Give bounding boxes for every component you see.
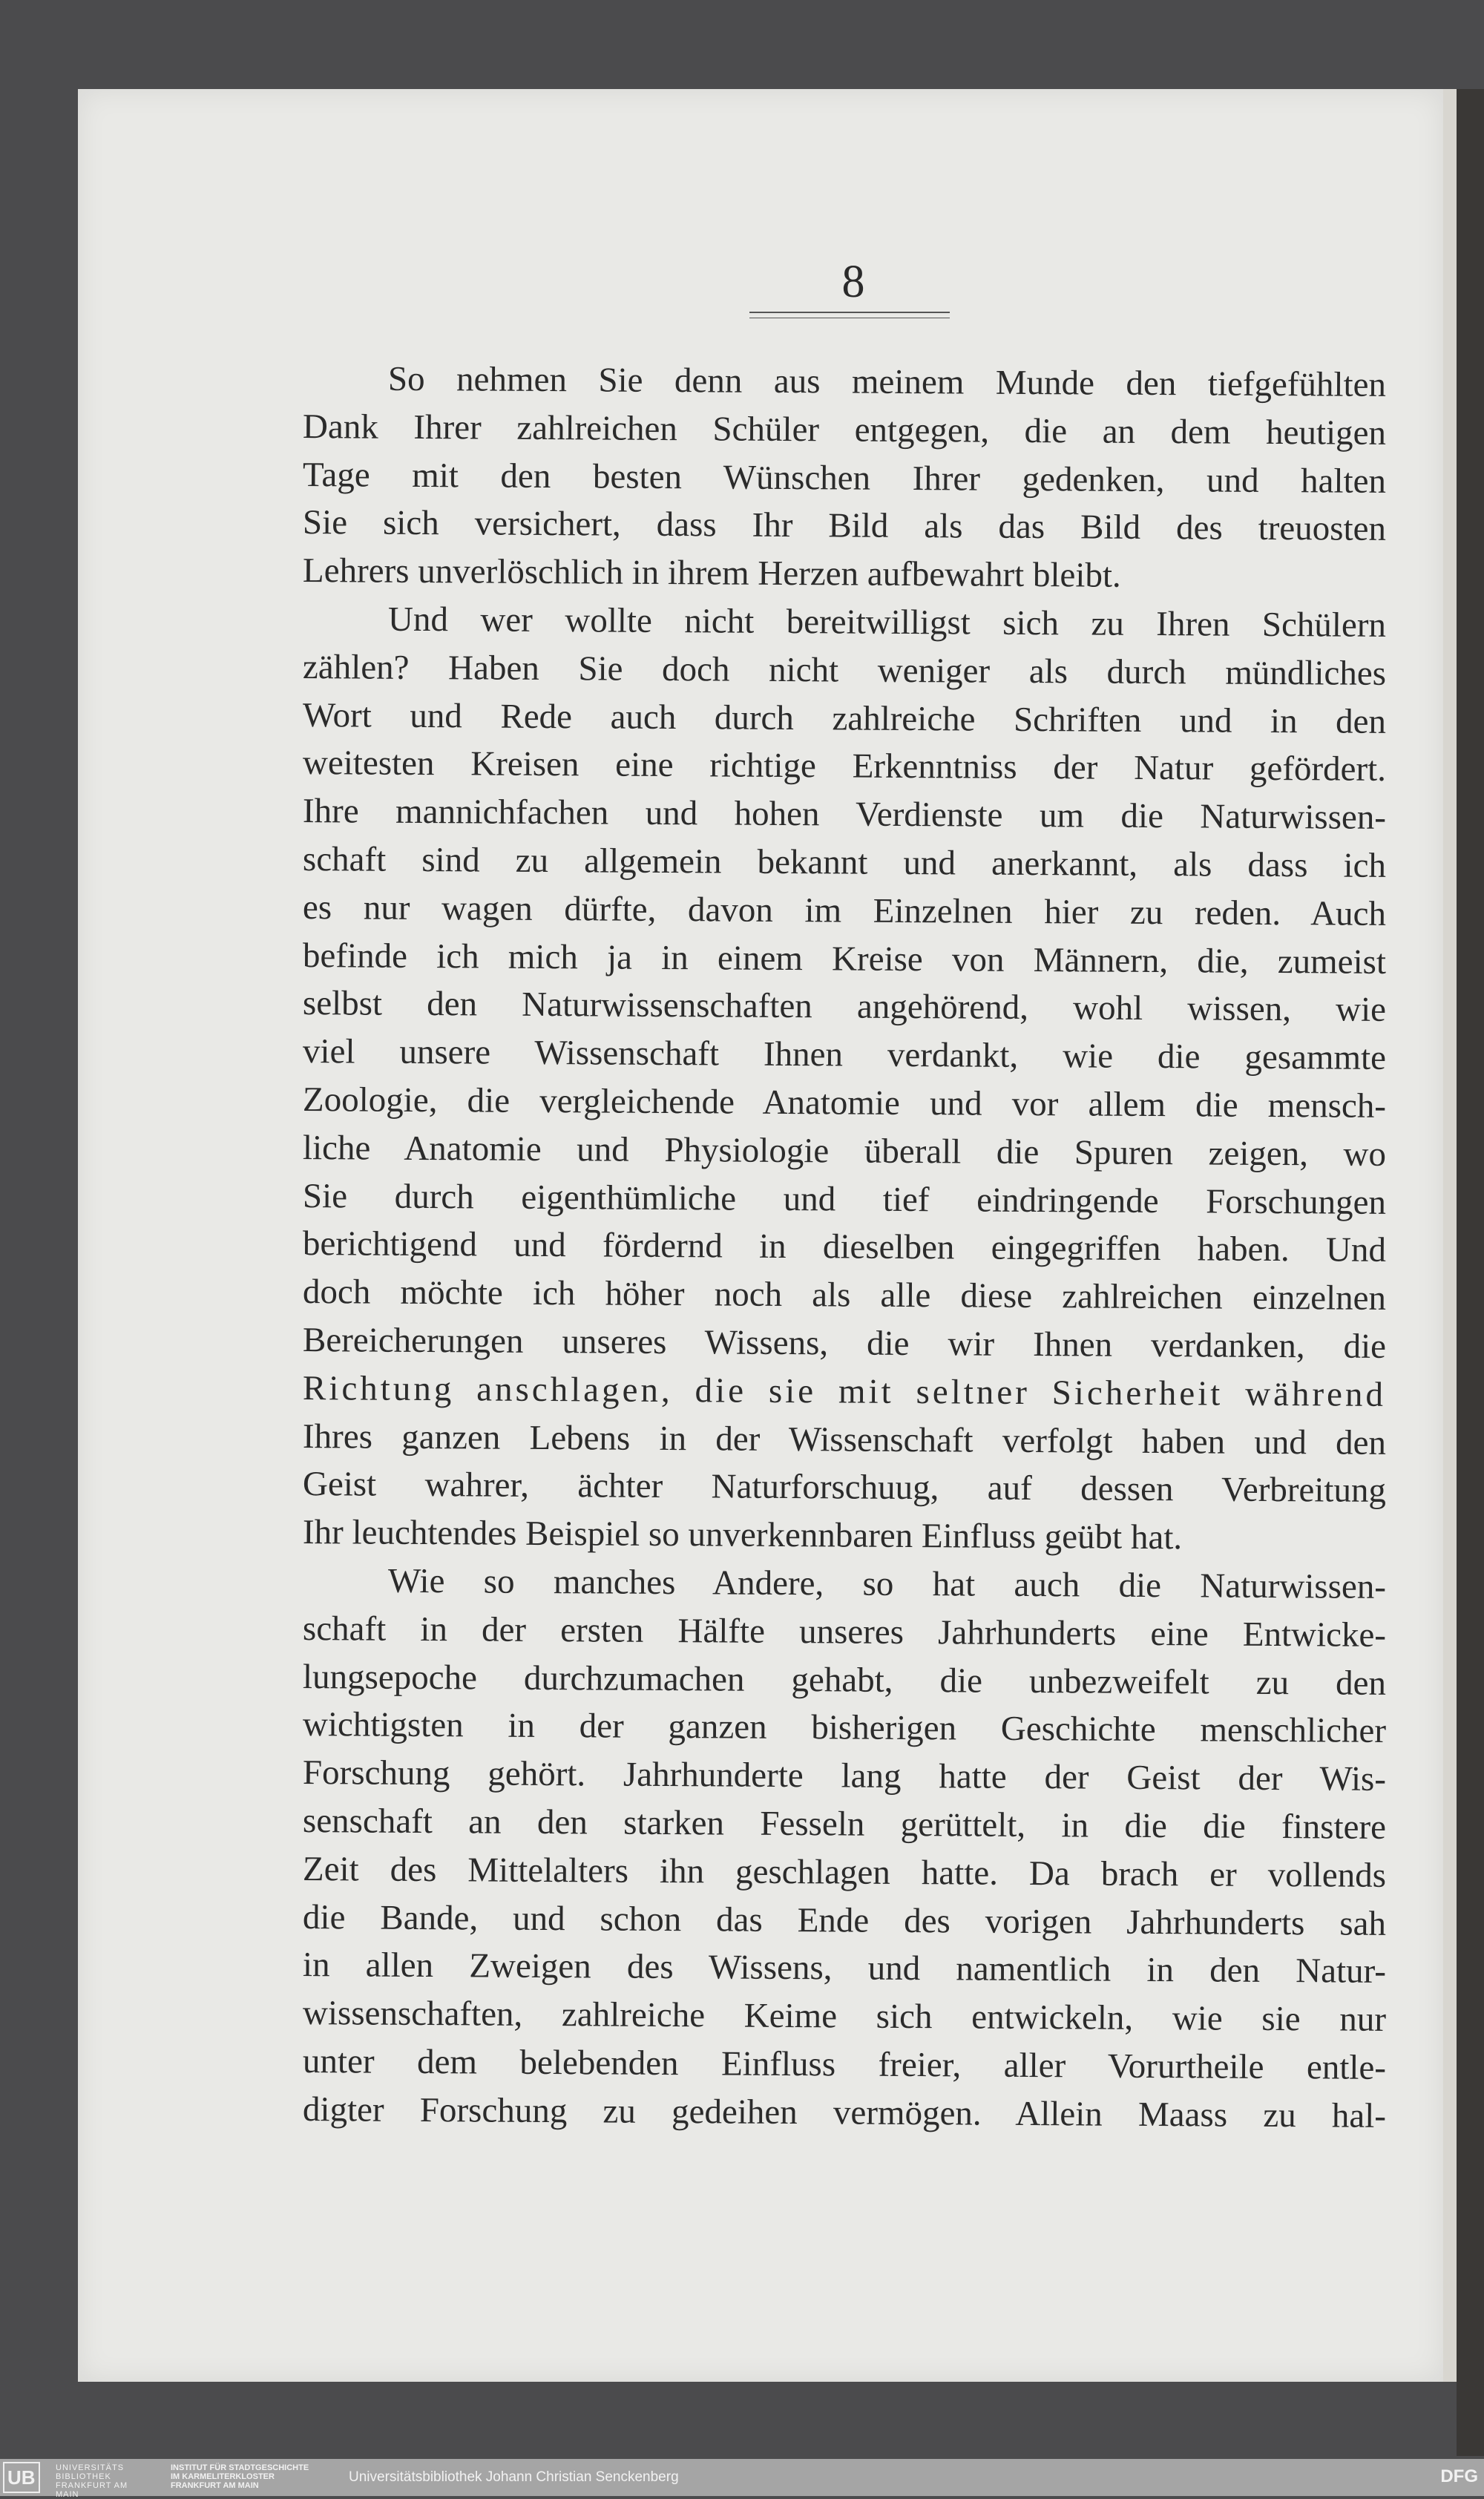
text-line: Ihre mannichfachen und hohen Verdienste um die Naturwissen- — [302, 792, 1387, 838]
text-line: doch möchte ich höher noch als alle diese zahlreichen einzelnen — [302, 1273, 1387, 1319]
dfg-logo[interactable]: DFG — [1440, 2466, 1478, 2486]
footer-bar — [0, 2459, 1484, 2499]
text-line: selbst den Naturwissenschaften angehörend, wohl wissen, wie — [302, 984, 1387, 1030]
text-line: Sie sich versichert, dass Ihr Bild als das Bild des treuosten — [302, 503, 1387, 549]
text-line: Zoologie, die vergleichende Anatomie und vor allem die mensch- — [302, 1080, 1387, 1126]
text-line: digter Forschung zu gedeihen vermögen. Allein Maass zu hal- — [302, 2089, 1387, 2135]
header-rule — [749, 312, 950, 313]
text-line: Sie durch eigenthümliche und tief eindringende Forschungen — [302, 1176, 1387, 1222]
text-line: Ihres ganzen Lebens in der Wissenschaft verfolgt haben und den — [302, 1416, 1387, 1462]
text-line: zählen? Haben Sie doch nicht weniger als durch mündliches — [302, 647, 1387, 693]
page-edge — [1443, 89, 1457, 2382]
text-line: Tage mit den besten Wünschen Ihrer gedenken, und halten — [302, 455, 1387, 501]
text-line: es nur wagen dürfte, davon im Einzelnen hier zu reden. Auch — [302, 887, 1387, 933]
next-page-edge — [1457, 89, 1484, 2456]
page-number: 8 — [841, 257, 865, 307]
text-line: unter dem belebenden Einfluss freier, aller Vorurtheile entle- — [302, 2041, 1387, 2087]
text-line: Geist wahrer, ächter Naturforschuug, auf dessen Verbreitung — [302, 1465, 1387, 1511]
text-line: wichtigsten in der ganzen bisherigen Geschichte menschlicher — [302, 1705, 1387, 1751]
text-line: berichtigend und fördernd in dieselben eingegriffen haben. Und — [302, 1224, 1387, 1270]
text-line: Lehrers unverlöschlich in ihrem Herzen aufbewahrt bleibt. — [302, 551, 1121, 595]
text-line: schaft in der ersten Hälfte unseres Jahrhunderts eine Entwicke- — [302, 1609, 1387, 1655]
isg-logo[interactable]: INSTITUT FÜR STADTGESCHICHTE IM KARMELITERKLOSTER FRANKFURT AM MAIN — [171, 2463, 309, 2490]
text-line: Richtung anschlagen, die sie mit seltner Sicherheit während — [302, 1368, 1387, 1414]
text-line: liche Anatomie und Physiologie überall die Spuren zeigen, wo — [302, 1128, 1387, 1174]
text-line: wissenschaften, zahlreiche Keime sich entwickeln, wie sie nur — [302, 1994, 1387, 2040]
text-line: Forschung gehört. Jahrhunderte lang hatte der Geist der Wis- — [302, 1753, 1387, 1799]
ub-logo-text: UNIVERSITÄTS BIBLIOTHEK FRANKFURT AM MAIN — [56, 2463, 128, 2499]
text-line: Dank Ihrer zahlreichen Schüler entgegen, die an dem heutigen — [302, 407, 1387, 453]
text-line: Und wer wollte nicht bereitwilligst sich zu Ihren Schülern — [387, 600, 1387, 645]
text-line: schaft sind zu allgemein bekannt und anerkannt, als dass ich — [302, 839, 1387, 885]
text-line: senschaft an den starken Fesseln gerüttelt, in die die finstere — [302, 1801, 1387, 1847]
text-line: Wort und Rede auch durch zahlreiche Schriften und in den — [302, 695, 1387, 741]
text-line: Ihr leuchtendes Beispiel so unverkennbaren Einfluss geübt hat. — [302, 1513, 1183, 1557]
ub-logo[interactable]: UB — [3, 2462, 40, 2493]
text-line: lungsepoche durchzumachen gehabt, die unbezweifelt zu den — [302, 1657, 1387, 1703]
body-text — [303, 355, 1386, 2133]
text-line: weitesten Kreisen eine richtige Erkenntniss der Natur gefördert. — [302, 743, 1387, 789]
text-line: Zeit des Mittelalters ihn geschlagen hatte. Da brach er vollends — [302, 1849, 1387, 1895]
text-line: Bereicherungen unseres Wissens, die wir Ihnen verdanken, die — [302, 1320, 1387, 1366]
text-line: in allen Zweigen des Wissens, und namentlich in den Natur- — [302, 1945, 1387, 1991]
credit-text: Universitätsbibliothek Johann Christian Senckenberg — [349, 2469, 679, 2485]
text-line: befinde ich mich ja in einem Kreise von Männern, die, zumeist — [302, 936, 1387, 982]
text-line: Wie so manches Andere, so hat auch die Naturwissen- — [387, 1561, 1387, 1606]
text-line: die Bande, und schon das Ende des vorigen Jahrhunderts sah — [302, 1897, 1387, 1943]
text-line: So nehmen Sie denn aus meinem Munde den tiefgefühlten — [387, 359, 1387, 404]
text-line: viel unsere Wissenschaft Ihnen verdankt, wie die gesammte — [302, 1032, 1387, 1078]
